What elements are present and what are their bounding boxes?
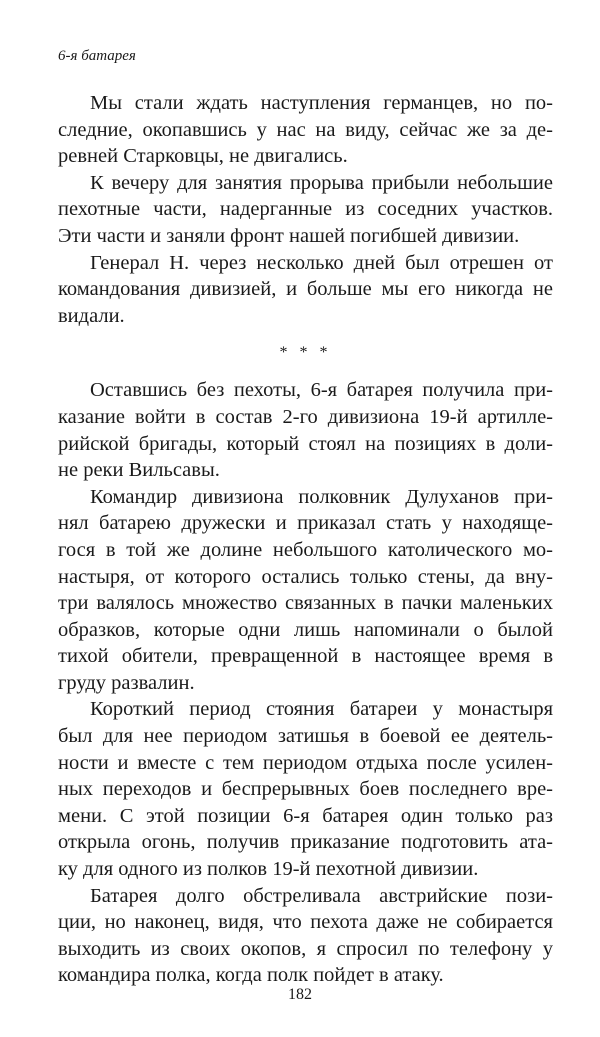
text-line: ции, но наконец, видя, что пехота даже не собирается — [58, 911, 553, 934]
text-line: настыря, от которого остались только стены, да вну- — [58, 565, 553, 588]
text-line: был для нее периодом затишья в боевой ее деятель- — [58, 725, 553, 748]
text-line: командования дивизией, и больше мы его никогда не — [58, 278, 553, 301]
paragraph — [58, 377, 553, 483]
text-line: Короткий период стояния батареи у монастыря — [90, 698, 553, 721]
text-line: пехотные части, надерганные из соседних участков. — [58, 198, 553, 221]
text-line: тихой обители, превращенной в настоящее время в — [58, 645, 553, 668]
paragraph — [58, 90, 553, 170]
text-line: казание войти в состав 2-го дивизиона 19-й артилле- — [58, 405, 553, 428]
text-line: Оставшись без пехоты, 6-я батарея получила при- — [90, 379, 553, 402]
text-line: Генерал Н. через несколько дней был отрешен от — [90, 251, 553, 274]
page-body — [58, 90, 553, 989]
page-number: 182 — [288, 986, 312, 1003]
paragraph — [58, 696, 553, 882]
text-line: командира полка, когда полк пойдет в атаку. — [58, 964, 444, 987]
text-line: Мы стали ждать наступления германцев, но по- — [90, 92, 553, 114]
text-line: ности и вместе с тем периодом отдыха после усилен- — [58, 751, 553, 774]
text-line: гося в той же долине небольшого католического мо- — [58, 538, 553, 561]
text-line: следние, окопавшись у нас на виду, сейчас же за де- — [58, 118, 553, 141]
text-line: груду развалин. — [58, 671, 195, 694]
text-line: нял батарею дружески и приказал стать у находяще- — [58, 512, 553, 535]
text-line: рийской бригады, который стоял на позициях в доли- — [58, 432, 553, 455]
text-line: Командир дивизиона полковник Дулуханов при- — [90, 485, 553, 508]
text-line: ных переходов и беспрерывных боев последнего вре- — [58, 778, 553, 801]
running-head: 6-я батарея — [58, 48, 136, 64]
text-line: мени. С этой позиции 6-я батарея один только раз — [58, 804, 553, 827]
section-break: * * * — [279, 344, 332, 362]
text-line: открыла огонь, получив приказание подготовить ата- — [58, 831, 553, 854]
paragraph — [58, 484, 553, 697]
text-line: выходить из своих окопов, я спросил по телефону у — [58, 937, 553, 960]
text-line: Эти части и заняли фронт нашей погибшей дивизии. — [58, 224, 520, 247]
text-line: К вечеру для занятия прорыва прибыли небольшие — [90, 171, 553, 194]
paragraph — [58, 170, 553, 250]
text-line: три валялось множество связанных в пачки маленьких — [58, 592, 553, 615]
text-line: ревней Старковцы, не двигались. — [58, 145, 348, 168]
paragraph — [58, 250, 553, 330]
text-line: Батарея долго обстреливала австрийские пози- — [90, 884, 553, 907]
text-line: образков, которые одни лишь напоминали о былой — [58, 618, 553, 641]
text-line: видали. — [58, 304, 125, 327]
text-line: не реки Вильсавы. — [58, 459, 220, 482]
paragraph — [58, 883, 553, 989]
text-line: ку для одного из полков 19-й пехотной дивизии. — [58, 858, 479, 881]
